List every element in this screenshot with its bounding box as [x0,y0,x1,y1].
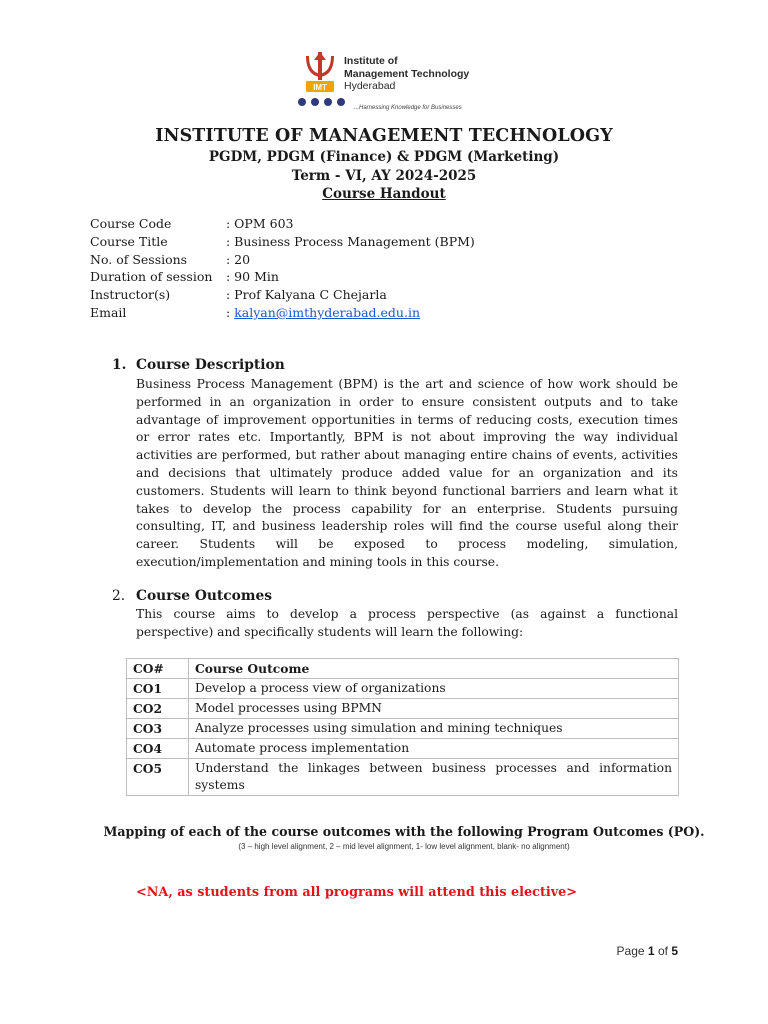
institute-logo [298,50,488,116]
email-row [90,305,475,323]
course-title-row [90,234,475,252]
info-label: Course Title [90,233,168,249]
logo-dot [324,98,332,106]
course-info-block [90,216,475,323]
page-word: Page [616,944,645,958]
info-label: Instructor(s) [90,287,171,303]
table-header-cell: CO# [127,659,189,679]
co-id-cell: CO5 [127,759,189,796]
course-code-row [90,216,475,234]
co-outcome-cell: Analyze processes using simulation and mining techniques [189,719,679,739]
email-prefix: : [226,304,235,320]
info-value: : 20 [226,251,251,267]
table-row [127,699,679,719]
page-number [617,944,678,958]
po-mapping-heading: Mapping of each of the course outcomes with the following Program Outcomes (PO). [103,824,705,839]
section-title: Course Description [136,357,285,373]
section-number: 1. [112,357,127,373]
section-title: Course Outcomes [136,588,273,604]
table-row [127,739,679,759]
co-id-cell: CO1 [127,679,189,699]
document-type-heading: Course Handout [322,186,446,202]
instructor-email-link[interactable]: kalyan@imthyderabad.edu.in [234,304,420,320]
course-outcomes-heading [112,588,272,604]
section-number: 2. [112,588,126,604]
info-label: Email [90,304,127,320]
co-outcome-cell: Understand the linkages between business processes and information systems [189,759,679,796]
institute-name-logo-text [344,55,469,93]
programs-heading: PGDM, PDGM (Finance) & PDGM (Marketing) [208,149,560,165]
instructor-row [90,287,475,305]
duration-row [90,269,475,287]
na-elective-note: <NA, as students from all programs will attend this elective> [136,885,578,900]
page-total: 5 [671,944,678,958]
co-id-cell: CO2 [127,699,189,719]
alignment-legend-note: (3 – high level alignment, 2 – mid level alignment, 1- low level alignment, blank- no alignment) [238,842,570,851]
info-value: : OPM 603 [226,216,294,231]
table-row [127,679,679,699]
table-header-cell: Course Outcome [189,659,679,679]
page-of: of [657,944,668,958]
co-outcome-cell: Develop a process view of organizations [189,679,679,699]
table-row [127,759,679,796]
info-label: Course Code [90,216,172,231]
logo-name-line-3: Hyderabad [344,80,396,92]
co-id-cell: CO3 [127,719,189,739]
logo-dot [337,98,345,106]
info-value: : Prof Kalyana C Chejarla [226,287,387,303]
course-outcomes-table [126,658,679,796]
info-value [226,305,420,323]
table-header-row [127,659,679,679]
info-value: : 90 Min [226,269,279,285]
co-id-cell: CO4 [127,739,189,759]
course-description-heading [112,357,285,373]
course-description-text: Business Process Management (BPM) is the art and science of how work should be performed in an organization in order to ensure consistent outputs and to take advantage of improvement opportunities in terms of reducing costs, execution times or error rates etc. Importantly, BPM is not about improving the way individual activities are performed, but rather about managing entire chains of events, activities and decisions that ultimately produce added value for an organization and its customers. Students will learn to think beyond functional barriers and learn what it takes to develop the process capability for an enterprise. Students pursuing consulting, IT, and business leadership roles will find the course useful along their career. Students will be exposed to process modeling, simulation, execution/implementation and mining tools in this course. [136,377,678,569]
logo-dots [298,98,345,106]
page-current: 1 [647,944,655,958]
logo-name-line-1: Institute of [344,55,398,67]
logo-dot [298,98,306,106]
logo-name-line-2: Management Technology [344,67,470,80]
logo-dot [311,98,319,106]
sessions-row [90,252,475,270]
logo-tagline: ...Harnessing Knowledge for Businesses [354,105,462,111]
term-heading: Term - VI, AY 2024-2025 [291,168,477,184]
info-label: Duration of session [90,269,213,285]
info-value: : Business Process Management (BPM) [226,233,475,249]
co-outcome-cell: Model processes using BPMN [189,699,679,719]
institute-title: INSTITUTE OF MANAGEMENT TECHNOLOGY [155,126,613,146]
table-row [127,719,679,739]
co-outcome-cell: Automate process implementation [189,739,679,759]
course-outcomes-intro: This course aims to develop a process perspective (as against a functional perspective) and specifically students will learn the following: [136,607,678,639]
imt-trident-logo-icon [298,50,344,100]
svg-text:IMT: IMT [313,83,327,92]
info-label: No. of Sessions [90,251,188,267]
